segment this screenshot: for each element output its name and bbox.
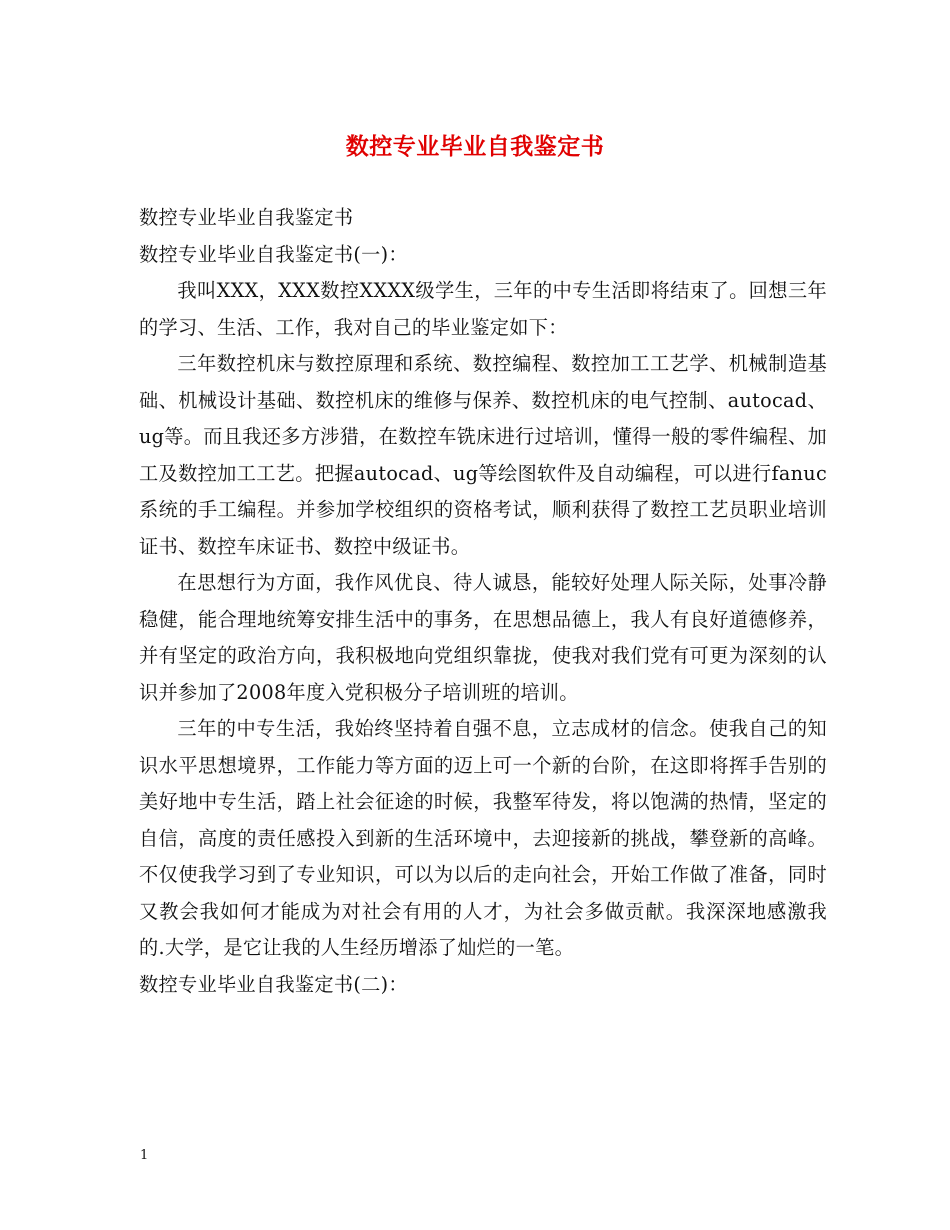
paragraph-courses: 三年数控机床与数控原理和系统、数控编程、数控加工工艺学、机械制造基础、机械设计基础、数控机床的维修与保养、数控机床的电气控制、autocad、ug等。而且我还多方涉猎，在数控车铣床进行过培训，懂得一般的零件编程、加工及数控加工工艺。把握autocad、ug等绘图软件及自动编程，可以进行fanuc系统的手工编程。并参加学校组织的资格考试，顺利获得了数控工艺员职业培训证书、数控车床证书、数控中级证书。 [139,352,827,558]
paragraph-character: 在思想行为方面，我作风优良、待人诚恳，能较好处理人际关际，处事冷静稳健，能合理地统筹安排生活中的事务，在思想品德上，我人有良好道德修养，并有坚定的政治方向，我积极地向党组织靠拢，使我对我们党有可更为深刻的认识并参加了2008年度入党积极分子培训班的培训。 [139,571,827,704]
document-title: 数控专业毕业自我鉴定书 [345,134,605,160]
heading-line: 数控专业毕业自我鉴定书 [139,206,354,229]
section-two-heading: 数控专业毕业自我鉴定书(二)： [139,972,408,996]
paragraph-conclusion: 三年的中专生活，我始终坚持着自强不息，立志成材的信念。使我自己的知识水平思想境界，工作能力等方面的迈上可一个新的台阶，在这即将挥手告别的美好地中专生活，踏上社会征途的时候，我整军待发，将以饱满的热情，坚定的自信，高度的责任感投入到新的生活环境中，去迎接新的挑战，攀登新的高峰。不仅使我学习到了专业知识，可以为以后的走向社会，开始工作做了准备，同时又教会我如何才能成为对社会有用的人才，为社会多做贡献。我深深地感激我的.大学，是它让我的人生经历增添了灿烂的一笔。 [139,717,827,959]
document-body [139,200,827,1003]
section-one-heading: 数控专业毕业自我鉴定书(一)： [139,242,408,266]
paragraph-intro: 我叫XXX，XXX数控XXXX级学生，三年的中专生活即将结束了。回想三年的学习、生活、工作，我对自己的毕业鉴定如下： [139,279,827,339]
page-number: 1 [140,1148,149,1163]
